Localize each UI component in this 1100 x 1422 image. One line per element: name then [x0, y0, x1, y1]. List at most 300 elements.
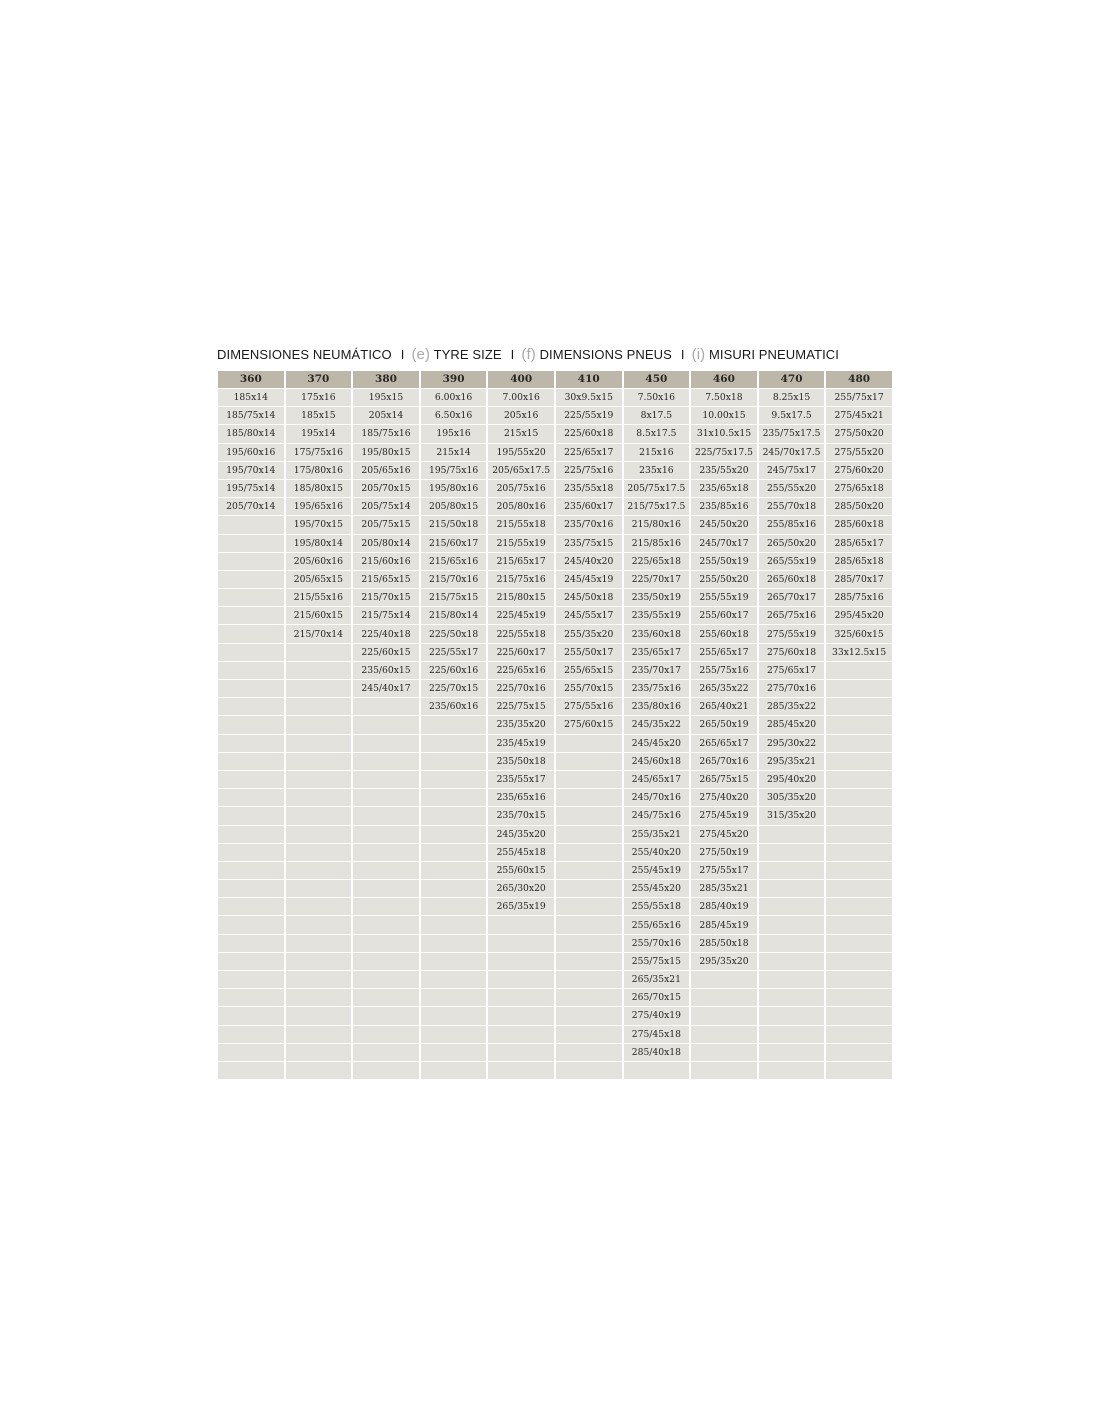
title-letter-f: (f): [521, 346, 536, 363]
table-row: [218, 753, 892, 770]
tyre-size-cell: [556, 971, 622, 988]
tyre-size-cell: [286, 880, 352, 897]
tyre-size-cell: 235/75x15: [556, 535, 622, 552]
tyre-size-cell: 285/60x18: [826, 516, 892, 533]
tyre-size-cell: 235/75x17.5: [759, 425, 825, 442]
tyre-size-cell: 255/45x19: [624, 862, 690, 879]
tyre-size-cell: [218, 680, 284, 697]
tyre-size-cell: 195/80x14: [286, 535, 352, 552]
tyre-size-cell: [286, 826, 352, 843]
tyre-size-cell: 255/35x20: [556, 625, 622, 642]
tyre-size-cell: [286, 916, 352, 933]
tyre-size-cell: [218, 1062, 284, 1079]
tyre-size-cell: 265/35x22: [691, 680, 757, 697]
tyre-size-cell: 255/70x15: [556, 680, 622, 697]
tyre-size-cell: 245/70x16: [624, 789, 690, 806]
table-row: [218, 826, 892, 843]
tyre-size-cell: 6.50x16: [421, 407, 487, 424]
tyre-size-cell: 255/65x15: [556, 662, 622, 679]
tyre-size-cell: [826, 898, 892, 915]
tyre-size-cell: 8.25x15: [759, 389, 825, 406]
tyre-size-cell: 285/35x22: [759, 698, 825, 715]
tyre-size-cell: [218, 771, 284, 788]
tyre-size-cell: [691, 989, 757, 1006]
table-row: [218, 898, 892, 915]
tyre-size-cell: 225/60x15: [353, 644, 419, 661]
tyre-size-cell: [218, 735, 284, 752]
tyre-size-cell: 235/35x20: [488, 716, 554, 733]
tyre-size-cell: [826, 698, 892, 715]
tyre-size-cell: [556, 735, 622, 752]
tyre-size-cell: [556, 1062, 622, 1079]
tyre-size-cell: 225/55x17: [421, 644, 487, 661]
tyre-size-cell: [218, 880, 284, 897]
tyre-size-cell: [556, 753, 622, 770]
tyre-size-cell: 275/45x19: [691, 807, 757, 824]
table-row: [218, 480, 892, 497]
tyre-size-cell: [218, 753, 284, 770]
tyre-size-cell: [421, 971, 487, 988]
title-letter-i: (i): [691, 346, 706, 363]
tyre-size-cell: [218, 789, 284, 806]
tyre-size-cell: 265/35x21: [624, 971, 690, 988]
tyre-size-cell: [218, 644, 284, 661]
table-row: [218, 807, 892, 824]
tyre-size-cell: 6.00x16: [421, 389, 487, 406]
tyre-size-cell: 255/55x19: [691, 589, 757, 606]
tyre-size-cell: 275/50x19: [691, 844, 757, 861]
table-row: [218, 389, 892, 406]
table-row: [218, 953, 892, 970]
tyre-size-cell: 245/35x22: [624, 716, 690, 733]
tyre-size-cell: 265/40x21: [691, 698, 757, 715]
title-separator: I: [400, 347, 405, 362]
tyre-size-cell: 235x16: [624, 462, 690, 479]
tyre-size-cell: 235/60x18: [624, 625, 690, 642]
tyre-size-cell: 295/45x20: [826, 607, 892, 624]
tyre-size-cell: [826, 1007, 892, 1024]
tyre-size-cell: [826, 826, 892, 843]
tyre-size-cell: 245/35x20: [488, 826, 554, 843]
tyre-size-cell: 225/75x17.5: [691, 444, 757, 461]
tyre-size-cell: 265/35x19: [488, 898, 554, 915]
tyre-size-cell: 255/65x16: [624, 916, 690, 933]
tyre-size-cell: [286, 898, 352, 915]
tyre-size-cell: 205/75x15: [353, 516, 419, 533]
tyre-size-cell: [759, 935, 825, 952]
tyre-size-cell: 215/55x16: [286, 589, 352, 606]
tyre-size-cell: 235/55x17: [488, 771, 554, 788]
tyre-size-cell: [826, 807, 892, 824]
table-row: [218, 735, 892, 752]
tyre-size-cell: [218, 916, 284, 933]
tyre-size-cell: 265/65x17: [691, 735, 757, 752]
tyre-size-cell: 205/75x16: [488, 480, 554, 497]
tyre-size-cell: [286, 807, 352, 824]
tyre-size-cell: [218, 1026, 284, 1043]
tyre-size-cell: 275/55x16: [556, 698, 622, 715]
tyre-size-cell: [826, 753, 892, 770]
tyre-size-cell: 255/45x18: [488, 844, 554, 861]
tyre-size-cell: 215/65x17: [488, 553, 554, 570]
tyre-size-cell: [826, 716, 892, 733]
title-english: TYRE SIZE: [433, 347, 502, 362]
tyre-size-cell: [488, 989, 554, 1006]
tyre-size-cell: 265/50x19: [691, 716, 757, 733]
title-letter-e: (e): [411, 346, 431, 363]
tyre-size-cell: 255/75x17: [826, 389, 892, 406]
tyre-size-cell: 285/75x16: [826, 589, 892, 606]
tyre-size-cell: [286, 1062, 352, 1079]
tyre-size-cell: [691, 1062, 757, 1079]
tyre-size-cell: [218, 826, 284, 843]
table-row: [218, 716, 892, 733]
title-separator: I: [680, 347, 685, 362]
tyre-size-cell: [286, 680, 352, 697]
tyre-size-cell: [556, 989, 622, 1006]
tyre-size-cell: [488, 1044, 554, 1061]
tyre-size-cell: 185/80x15: [286, 480, 352, 497]
tyre-size-cell: 225/40x18: [353, 625, 419, 642]
tyre-size-cell: [556, 935, 622, 952]
tyre-size-cell: [421, 1026, 487, 1043]
table-row: [218, 680, 892, 697]
tyre-size-cell: 235/75x16: [624, 680, 690, 697]
tyre-size-cell: [421, 1007, 487, 1024]
tyre-size-cell: 225/65x16: [488, 662, 554, 679]
table-row: [218, 1026, 892, 1043]
tyre-size-cell: 7.50x16: [624, 389, 690, 406]
tyre-size-cell: 255/75x15: [624, 953, 690, 970]
tyre-size-cell: [826, 1026, 892, 1043]
title-separator: I: [510, 347, 515, 362]
tyre-size-cell: 8.5x17.5: [624, 425, 690, 442]
table-row: [218, 771, 892, 788]
tyre-size-cell: 215/75x15: [421, 589, 487, 606]
tyre-size-cell: [826, 771, 892, 788]
tyre-size-cell: 285/70x17: [826, 571, 892, 588]
table-row: [218, 1062, 892, 1079]
tyre-size-cell: 245/70x17.5: [759, 444, 825, 461]
tyre-size-cell: [691, 971, 757, 988]
tyre-size-cell: 175/75x16: [286, 444, 352, 461]
tyre-size-cell: 265/55x19: [759, 553, 825, 570]
tyre-size-cell: 255/70x18: [759, 498, 825, 515]
table-body: [218, 389, 892, 1079]
table-row: [218, 516, 892, 533]
tyre-size-cell: 205/65x16: [353, 462, 419, 479]
tyre-size-cell: [218, 844, 284, 861]
table-row: [218, 662, 892, 679]
tyre-size-cell: [353, 698, 419, 715]
tyre-size-cell: [218, 607, 284, 624]
table-row: [218, 498, 892, 515]
tyre-size-cell: 195/65x16: [286, 498, 352, 515]
table-row: [218, 935, 892, 952]
tyre-size-cell: 275/60x20: [826, 462, 892, 479]
tyre-size-cell: [556, 1007, 622, 1024]
tyre-size-cell: [421, 789, 487, 806]
tyre-size-cell: [826, 844, 892, 861]
tyre-size-cell: 245/45x20: [624, 735, 690, 752]
tyre-size-cell: [421, 771, 487, 788]
column-header-410: 410: [556, 371, 622, 388]
tyre-size-cell: [421, 826, 487, 843]
tyre-size-cell: [218, 807, 284, 824]
tyre-size-cell: 295/40x20: [759, 771, 825, 788]
tyre-size-cell: [286, 935, 352, 952]
tyre-size-cell: [488, 1026, 554, 1043]
tyre-size-cell: [353, 826, 419, 843]
tyre-size-cell: 195/60x16: [218, 444, 284, 461]
tyre-size-cell: 265/60x18: [759, 571, 825, 588]
tyre-size-cell: 185/80x14: [218, 425, 284, 442]
tyre-size-cell: [759, 844, 825, 861]
tyre-size-cell: 185/75x16: [353, 425, 419, 442]
tyre-size-cell: [691, 1044, 757, 1061]
tyre-size-cell: [218, 716, 284, 733]
tyre-size-cell: [353, 771, 419, 788]
tyre-size-cell: [421, 1062, 487, 1079]
tyre-size-cell: 265/70x16: [691, 753, 757, 770]
tyre-size-cell: 205x16: [488, 407, 554, 424]
tyre-size-cell: 31x10.5x15: [691, 425, 757, 442]
tyre-size-cell: 235/70x16: [556, 516, 622, 533]
tyre-size-cell: 255/45x20: [624, 880, 690, 897]
tyre-size-cell: 235/70x15: [488, 807, 554, 824]
tyre-size-cell: 215/65x15: [353, 571, 419, 588]
table-row: [218, 880, 892, 897]
tyre-size-cell: 225/55x18: [488, 625, 554, 642]
tyre-size-cell: 205x14: [353, 407, 419, 424]
tyre-size-cell: 195x14: [286, 425, 352, 442]
tyre-size-cell: 215/85x16: [624, 535, 690, 552]
tyre-size-cell: 255/60x17: [691, 607, 757, 624]
tyre-size-cell: 285/50x20: [826, 498, 892, 515]
tyre-size-cell: 285/50x18: [691, 935, 757, 952]
tyre-size-cell: 245/60x18: [624, 753, 690, 770]
tyre-size-cell: 235/65x17: [624, 644, 690, 661]
tyre-size-cell: 205/65x17.5: [488, 462, 554, 479]
tyre-size-cell: 195/80x16: [421, 480, 487, 497]
tyre-size-cell: [421, 916, 487, 933]
column-header-480: 480: [826, 371, 892, 388]
tyre-size-cell: [218, 898, 284, 915]
tyre-size-cell: [826, 916, 892, 933]
tyre-size-cell: 235/80x16: [624, 698, 690, 715]
tyre-size-cell: 255/35x21: [624, 826, 690, 843]
column-header-450: 450: [624, 371, 690, 388]
column-header-370: 370: [286, 371, 352, 388]
tyre-size-cell: 275/55x17: [691, 862, 757, 879]
table-row: [218, 644, 892, 661]
tyre-size-cell: [353, 807, 419, 824]
tyre-size-cell: 235/60x17: [556, 498, 622, 515]
tyre-size-cell: 265/75x15: [691, 771, 757, 788]
tyre-size-cell: 285/65x18: [826, 553, 892, 570]
tyre-size-cell: 215/65x16: [421, 553, 487, 570]
tyre-size-cell: 195/70x15: [286, 516, 352, 533]
tyre-size-cell: 245/50x18: [556, 589, 622, 606]
tyre-size-cell: 245/40x20: [556, 553, 622, 570]
tyre-size-cell: [488, 1007, 554, 1024]
tyre-size-cell: [421, 898, 487, 915]
tyre-size-cell: 205/60x16: [286, 553, 352, 570]
table-row: [218, 989, 892, 1006]
tyre-size-cell: 275/65x17: [759, 662, 825, 679]
tyre-size-cell: 235/60x15: [353, 662, 419, 679]
tyre-size-cell: [826, 862, 892, 879]
tyre-size-cell: 205/70x15: [353, 480, 419, 497]
tyre-size-cell: [759, 826, 825, 843]
tyre-size-cell: 275/40x20: [691, 789, 757, 806]
page-title: [217, 346, 839, 364]
tyre-size-cell: [826, 789, 892, 806]
tyre-size-cell: 285/45x20: [759, 716, 825, 733]
tyre-size-cell: [759, 989, 825, 1006]
tyre-size-cell: [353, 862, 419, 879]
tyre-size-cell: [353, 1044, 419, 1061]
tyre-size-cell: 225/75x15: [488, 698, 554, 715]
tyre-size-cell: [759, 953, 825, 970]
tyre-size-cell: 245/70x17: [691, 535, 757, 552]
tyre-size-cell: 30x9.5x15: [556, 389, 622, 406]
tyre-size-cell: 215/80x15: [488, 589, 554, 606]
table-row: [218, 789, 892, 806]
tyre-size-cell: 285/65x17: [826, 535, 892, 552]
tyre-size-cell: 245/65x17: [624, 771, 690, 788]
tyre-size-cell: [488, 1062, 554, 1079]
tyre-size-cell: 275/55x19: [759, 625, 825, 642]
tyre-size-cell: 285/40x18: [624, 1044, 690, 1061]
tyre-size-cell: [488, 935, 554, 952]
tyre-size-cell: [286, 771, 352, 788]
tyre-size-cell: 225/70x16: [488, 680, 554, 697]
tyre-size-cell: 235/60x16: [421, 698, 487, 715]
tyre-size-cell: [218, 516, 284, 533]
column-header-360: 360: [218, 371, 284, 388]
tyre-size-cell: 225/60x18: [556, 425, 622, 442]
tyre-size-cell: [556, 789, 622, 806]
table-row: [218, 425, 892, 442]
tyre-size-cell: 245/55x17: [556, 607, 622, 624]
tyre-size-cell: [353, 753, 419, 770]
tyre-size-cell: [353, 1026, 419, 1043]
tyre-size-cell: [218, 935, 284, 952]
tyre-size-cell: 265/70x15: [624, 989, 690, 1006]
tyre-size-cell: [759, 1044, 825, 1061]
tyre-size-cell: 195x15: [353, 389, 419, 406]
tyre-size-table: [216, 370, 894, 1080]
tyre-size-cell: 205/75x14: [353, 498, 419, 515]
tyre-size-cell: [421, 807, 487, 824]
tyre-size-cell: 215/60x16: [353, 553, 419, 570]
tyre-size-cell: 175/80x16: [286, 462, 352, 479]
tyre-size-cell: [556, 898, 622, 915]
tyre-size-cell: [218, 1007, 284, 1024]
tyre-size-cell: [421, 862, 487, 879]
title-french: DIMENSIONS PNEUS: [539, 347, 672, 362]
table-row: [218, 916, 892, 933]
tyre-size-cell: [286, 953, 352, 970]
tyre-size-cell: 185x14: [218, 389, 284, 406]
tyre-size-cell: 255/50x17: [556, 644, 622, 661]
tyre-size-cell: 215/75x17.5: [624, 498, 690, 515]
tyre-size-cell: 9.5x17.5: [759, 407, 825, 424]
tyre-size-cell: 225/70x15: [421, 680, 487, 697]
tyre-size-cell: 215/60x17: [421, 535, 487, 552]
tyre-size-cell: [759, 862, 825, 879]
tyre-size-cell: [218, 535, 284, 552]
tyre-size-cell: [218, 625, 284, 642]
table-row: [218, 535, 892, 552]
tyre-size-cell: 225/75x16: [556, 462, 622, 479]
table-row: [218, 862, 892, 879]
tyre-size-cell: [353, 1007, 419, 1024]
tyre-size-cell: [218, 662, 284, 679]
tyre-size-cell: [218, 953, 284, 970]
tyre-size-cell: 225/70x17: [624, 571, 690, 588]
tyre-size-cell: 33x12.5x15: [826, 644, 892, 661]
tyre-size-cell: 215/70x14: [286, 625, 352, 642]
tyre-size-cell: 235/50x18: [488, 753, 554, 770]
tyre-size-cell: 175x16: [286, 389, 352, 406]
tyre-size-cell: 295/35x20: [691, 953, 757, 970]
tyre-size-cell: [353, 880, 419, 897]
tyre-size-cell: 235/65x16: [488, 789, 554, 806]
tyre-size-cell: [826, 735, 892, 752]
tyre-size-cell: 215/60x15: [286, 607, 352, 624]
tyre-size-cell: [826, 971, 892, 988]
tyre-size-cell: 325/60x15: [826, 625, 892, 642]
tyre-size-cell: 205/80x15: [421, 498, 487, 515]
tyre-size-cell: [421, 844, 487, 861]
tyre-size-cell: [826, 1044, 892, 1061]
tyre-size-cell: [691, 1007, 757, 1024]
table-row: [218, 444, 892, 461]
tyre-size-cell: [556, 844, 622, 861]
tyre-size-cell: [286, 1044, 352, 1061]
tyre-size-cell: 195/80x15: [353, 444, 419, 461]
column-header-390: 390: [421, 371, 487, 388]
tyre-size-cell: [353, 971, 419, 988]
tyre-size-cell: [556, 807, 622, 824]
table-row: [218, 625, 892, 642]
tyre-size-cell: [421, 953, 487, 970]
tyre-size-cell: [286, 735, 352, 752]
tyre-size-cell: [286, 971, 352, 988]
tyre-size-cell: [218, 971, 284, 988]
tyre-size-cell: 225/60x16: [421, 662, 487, 679]
tyre-size-cell: 225/45x19: [488, 607, 554, 624]
column-header-380: 380: [353, 371, 419, 388]
tyre-size-cell: 7.50x18: [691, 389, 757, 406]
tyre-size-cell: 225/55x19: [556, 407, 622, 424]
tyre-size-cell: [218, 698, 284, 715]
tyre-size-cell: 255/60x18: [691, 625, 757, 642]
tyre-size-cell: [421, 935, 487, 952]
table-row: [218, 462, 892, 479]
tyre-size-cell: [826, 662, 892, 679]
tyre-size-cell: 285/40x19: [691, 898, 757, 915]
tyre-size-cell: [218, 1044, 284, 1061]
tyre-size-cell: [488, 953, 554, 970]
tyre-size-cell: 275/40x19: [624, 1007, 690, 1024]
tyre-size-cell: 275/65x18: [826, 480, 892, 497]
tyre-size-cell: 10.00x15: [691, 407, 757, 424]
tyre-size-cell: 265/50x20: [759, 535, 825, 552]
tyre-size-cell: 255/85x16: [759, 516, 825, 533]
